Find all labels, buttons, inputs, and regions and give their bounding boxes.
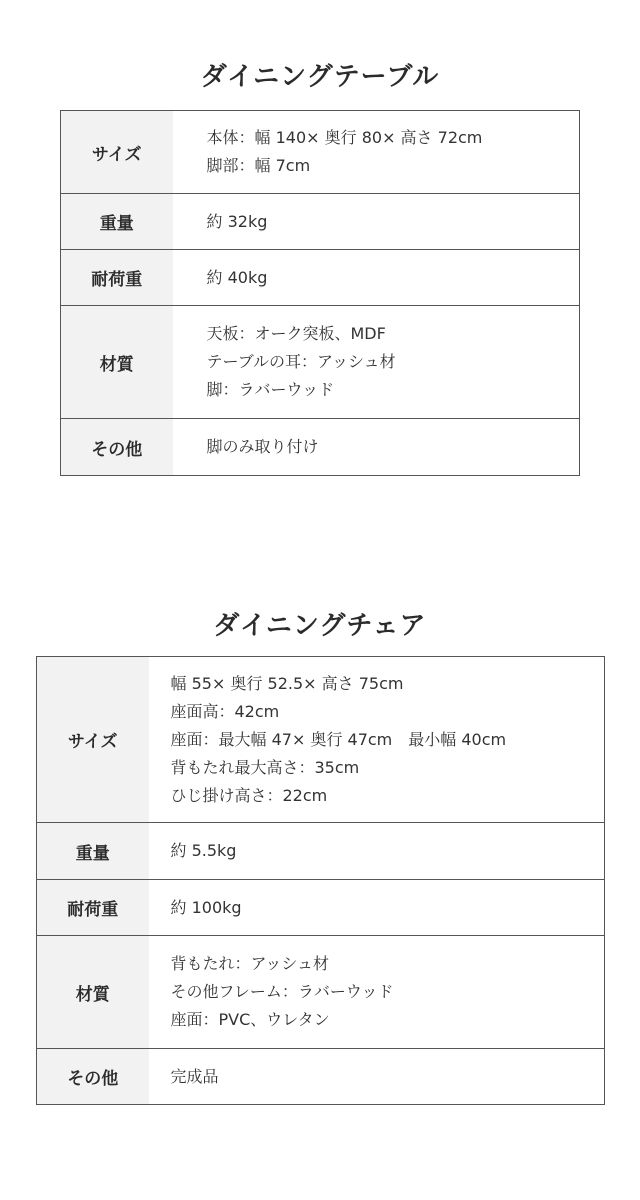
spec-value-line: 約 100kg — [170, 897, 242, 917]
spec-label: 重量 — [61, 194, 173, 250]
spec-value-line: 約 32kg — [206, 211, 268, 231]
spec-value — [173, 250, 580, 306]
table-row — [37, 657, 605, 823]
chair-spec-table — [36, 656, 605, 1105]
spec-value — [149, 657, 605, 823]
table-row — [61, 250, 580, 306]
table-row — [61, 111, 580, 194]
spec-value-line: 背もたれ最大高さ：35cm — [170, 757, 360, 777]
spec-value — [149, 823, 605, 880]
spec-label: 材質 — [37, 936, 149, 1049]
spec-value-line: 座面：最大幅 47× 奥行 47cm 最小幅 40cm — [170, 729, 507, 749]
spec-label: 重量 — [37, 823, 149, 880]
spec-value-line: 完成品 — [170, 1066, 219, 1086]
spec-value — [149, 880, 605, 936]
spec-label: その他 — [61, 419, 173, 476]
spec-value — [149, 936, 605, 1049]
spec-value-line: 約 40kg — [206, 267, 268, 287]
spec-label: その他 — [37, 1049, 149, 1105]
spec-value-line: 天板：オーク突板、MDF — [206, 324, 386, 343]
table-row — [61, 419, 580, 476]
spec-value-line: 本体：幅 140× 奥行 80× 高さ 72cm — [206, 128, 483, 147]
chair-section-title: ダイニングチェア — [213, 611, 427, 641]
table-row — [37, 880, 605, 936]
table-row — [37, 823, 605, 880]
spec-value — [149, 1049, 605, 1105]
spec-value-line: 脚部：幅 7cm — [206, 156, 311, 175]
spec-label: 材質 — [61, 306, 173, 419]
table-row — [37, 1049, 605, 1105]
table-row — [37, 936, 605, 1049]
spec-value-line: 脚のみ取り付け — [206, 437, 319, 456]
spec-value-line: 脚：ラバーウッド — [206, 380, 335, 399]
spec-label: 耐荷重 — [37, 880, 149, 936]
spec-label: 耐荷重 — [61, 250, 173, 306]
table-row — [61, 194, 580, 250]
spec-value-line: その他フレーム：ラバーウッド — [170, 982, 394, 1001]
spec-value-line: 背もたれ：アッシュ材 — [170, 954, 330, 973]
spec-value — [173, 111, 580, 194]
spec-value — [173, 306, 580, 419]
spec-value-line: 幅 55× 奥行 52.5× 高さ 75cm — [170, 673, 404, 693]
spec-value — [173, 194, 580, 250]
table-spec-table — [60, 110, 580, 476]
table-row — [61, 306, 580, 419]
spec-value-line: テーブルの耳：アッシュ材 — [206, 352, 396, 371]
spec-label: サイズ — [61, 111, 173, 194]
table-section-title: ダイニングテーブル — [200, 62, 440, 92]
spec-value-line: 座面高：42cm — [170, 701, 280, 721]
spec-value-line: 約 5.5kg — [170, 841, 237, 860]
spec-value — [173, 419, 580, 476]
spec-value-line: ひじ掛け高さ：22cm — [170, 785, 328, 805]
spec-label: サイズ — [37, 657, 149, 823]
spec-value-line: 座面：PVC、ウレタン — [170, 1010, 330, 1029]
